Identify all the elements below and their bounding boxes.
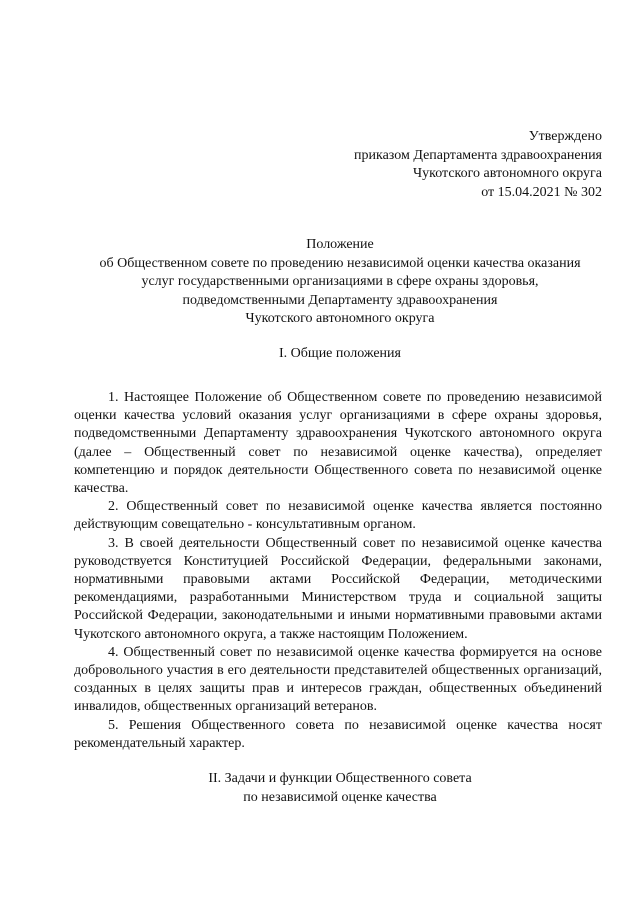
section-1-heading xyxy=(70,345,610,364)
title-line: Чукотского автономного округа xyxy=(245,311,435,326)
section-1-body xyxy=(74,389,602,753)
section-heading-line: II. Задачи и функции Общественного совета xyxy=(208,771,472,786)
paragraph-2: 2. Общественный совет по независимой оценке качества является постоянно действующим совещательно - консультативным органом. xyxy=(74,499,602,533)
title-line: об Общественном совете по проведению независимой оценки качества оказания xyxy=(99,255,581,271)
title-line: услуг государственными организациями в сфере охраны здоровья, xyxy=(141,274,539,289)
section-2-heading xyxy=(70,770,610,807)
section-heading-text: I. Общие положения xyxy=(279,346,401,361)
paragraph-1: 1. Настоящее Положение об Общественном совете по проведению независимой оценки качества условий оказания услуг организациями в сфере охраны здоровья, подведомственными Департаменту здравоохранения Чукотского автономного округа (далее – Общественный совет по независимой оценке качества), определяет компетенцию и порядок деятельности Общественного совета по независимой оценке качества. xyxy=(74,390,602,497)
approval-line: Чукотского автономного округа xyxy=(413,166,602,181)
paragraph-4: 4. Общественный совет по независимой оценке качества формируется на основе добровольного участия в его деятельности представителей общественных организаций, созданных в целях защиты прав и интересов граждан, общественных объединений инвалидов, общественных организаций ветеранов. xyxy=(74,644,602,715)
title-line: подведомственными Департаменту здравоохранения xyxy=(182,292,498,308)
approval-line: приказом Департамента здравоохранения xyxy=(354,147,602,163)
paragraph-3: 3. В своей деятельности Общественный совет по независимой оценке качества руководствуется Конституцией Российской Федерации, федеральными законами, нормативными правовыми актами Российской Федерации, методическими рекомендациями, разработанными Министерством труда и социальной защиты Российской Федерации, законодательными и иными нормативными правовыми актами Чукотского автономного округа, а также настоящим Положением. xyxy=(74,535,602,642)
title-line: Положение xyxy=(306,237,374,252)
document-title xyxy=(70,236,610,329)
section-heading-line: по независимой оценке качества xyxy=(243,789,437,805)
paragraph-5: 5. Решения Общественного совета по независимой оценке качества носят рекомендательный характер. xyxy=(74,717,602,751)
approval-line: Утверждено xyxy=(528,129,602,144)
approval-line: от 15.04.2021 № 302 xyxy=(481,184,602,200)
approval-stamp xyxy=(302,128,602,202)
